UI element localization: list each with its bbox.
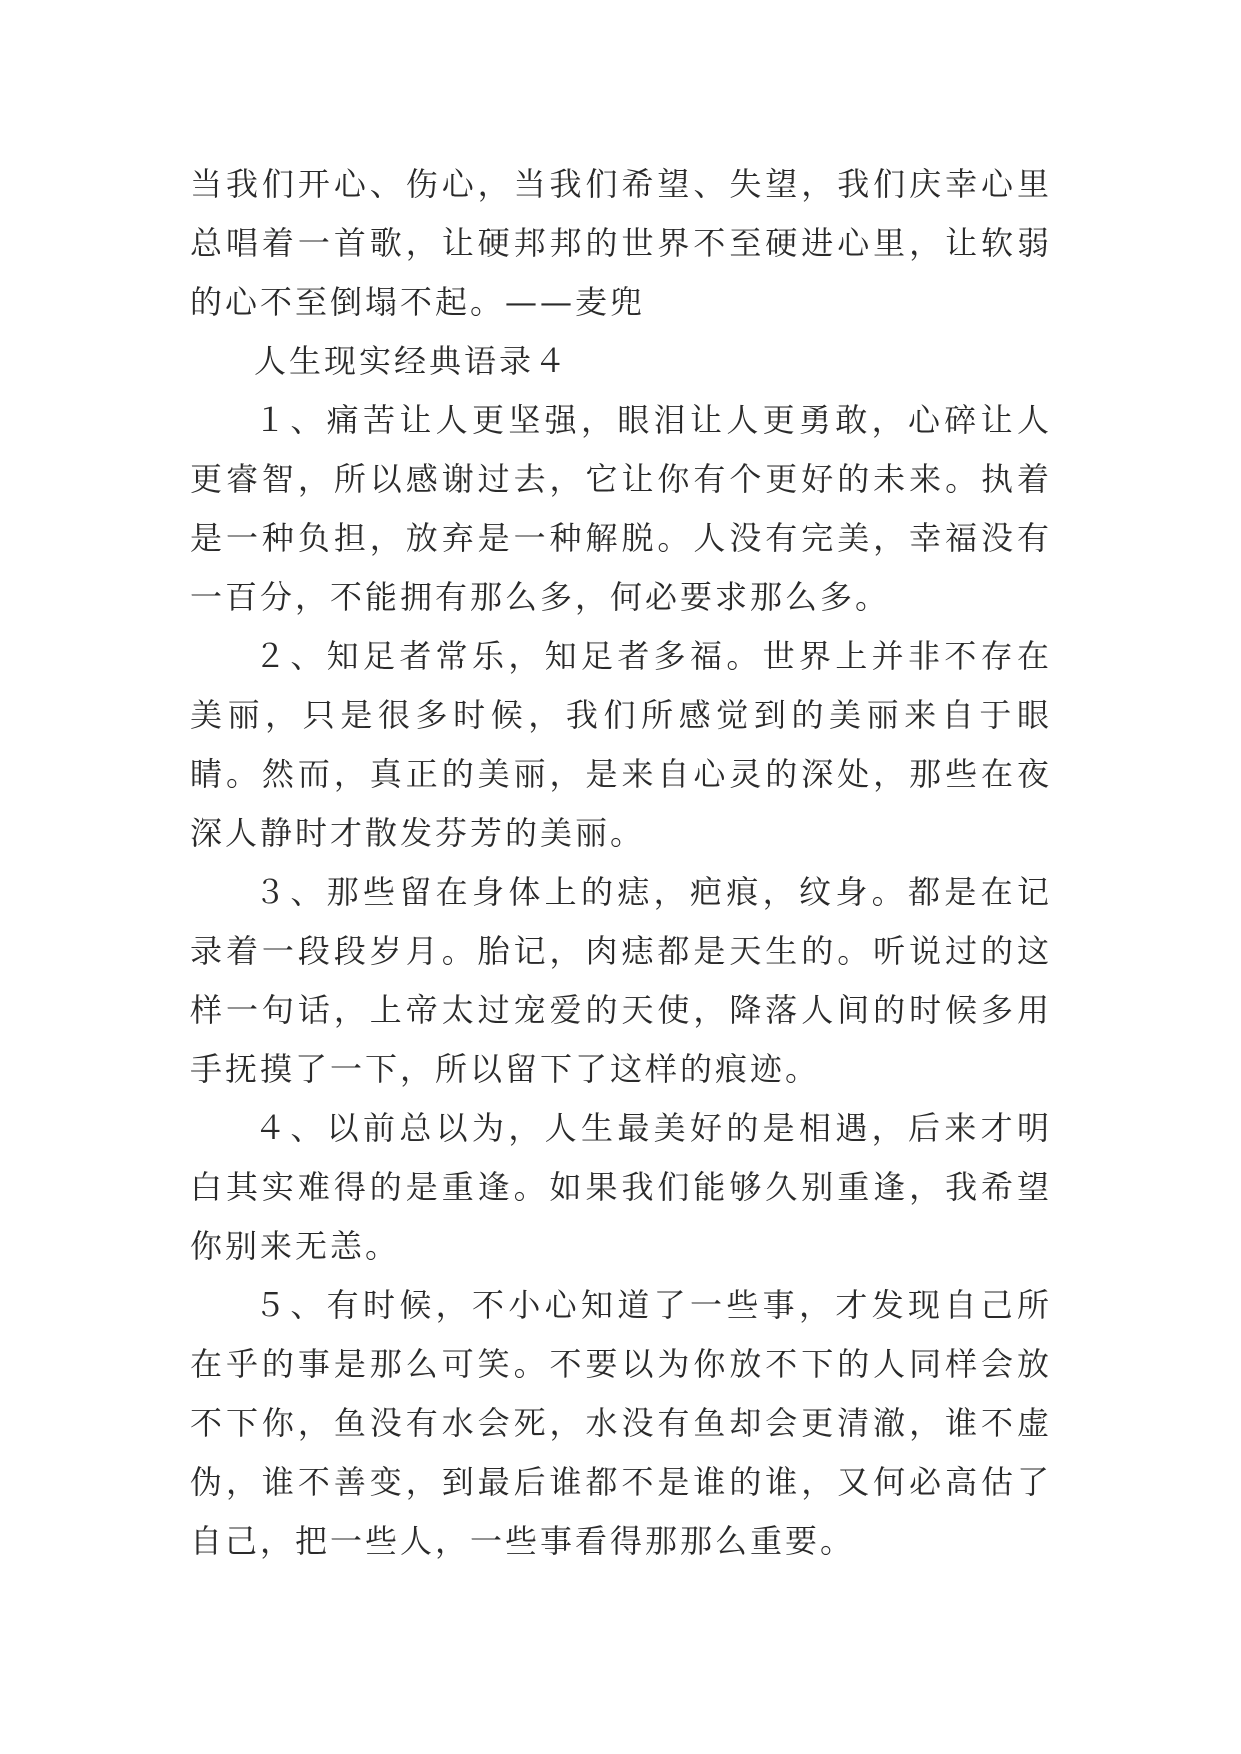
quote-item-3: ３、那些留在身体上的痣，疤痕，纹身。都是在记录着一段段岁月。胎记，肉痣都是天生的。听说过的这样一句话，上帝太过宠爱的天使，降落人间的时候多用手抚摸了一下，所以留下了这样的痕迹。 [190, 873, 1052, 1088]
quote-item-5: ５、有时候，不小心知道了一些事，才发现自己所在乎的事是那么可笑。不要以为你放不下的人同样会放不下你，鱼没有水会死，水没有鱼却会更清澈，谁不虚伪，谁不善变，到最后谁都不是谁的谁，又何必高估了自己，把一些人，一些事看得那那么重要。 [190, 1286, 1052, 1560]
section-heading: 人生现实经典语录４ [254, 342, 570, 380]
quote-item-4: ４、以前总以为，人生最美好的是相遇，后来才明白其实难得的是重逢。如果我们能够久别重逢，我希望你别来无恙。 [190, 1109, 1052, 1265]
quote-item-2: ２、知足者常乐，知足者多福。世界上并非不存在美丽，只是很多时候，我们所感觉到的美丽来自于眼睛。然而，真正的美丽，是来自心灵的深处，那些在夜深人静时才散发芬芳的美丽。 [190, 637, 1052, 852]
document-body [190, 155, 1052, 1571]
intro-paragraph: 当我们开心、伤心，当我们希望、失望，我们庆幸心里总唱着一首歌，让硬邦邦的世界不至硬进心里，让软弱的心不至倒塌不起。——麦兜 [190, 165, 1052, 321]
quote-item-1: １、痛苦让人更坚强，眼泪让人更勇敢，心碎让人更睿智，所以感谢过去，它让你有个更好的未来。执着是一种负担，放弃是一种解脱。人没有完美，幸福没有一百分，不能拥有那么多，何必要求那么多。 [190, 401, 1052, 616]
